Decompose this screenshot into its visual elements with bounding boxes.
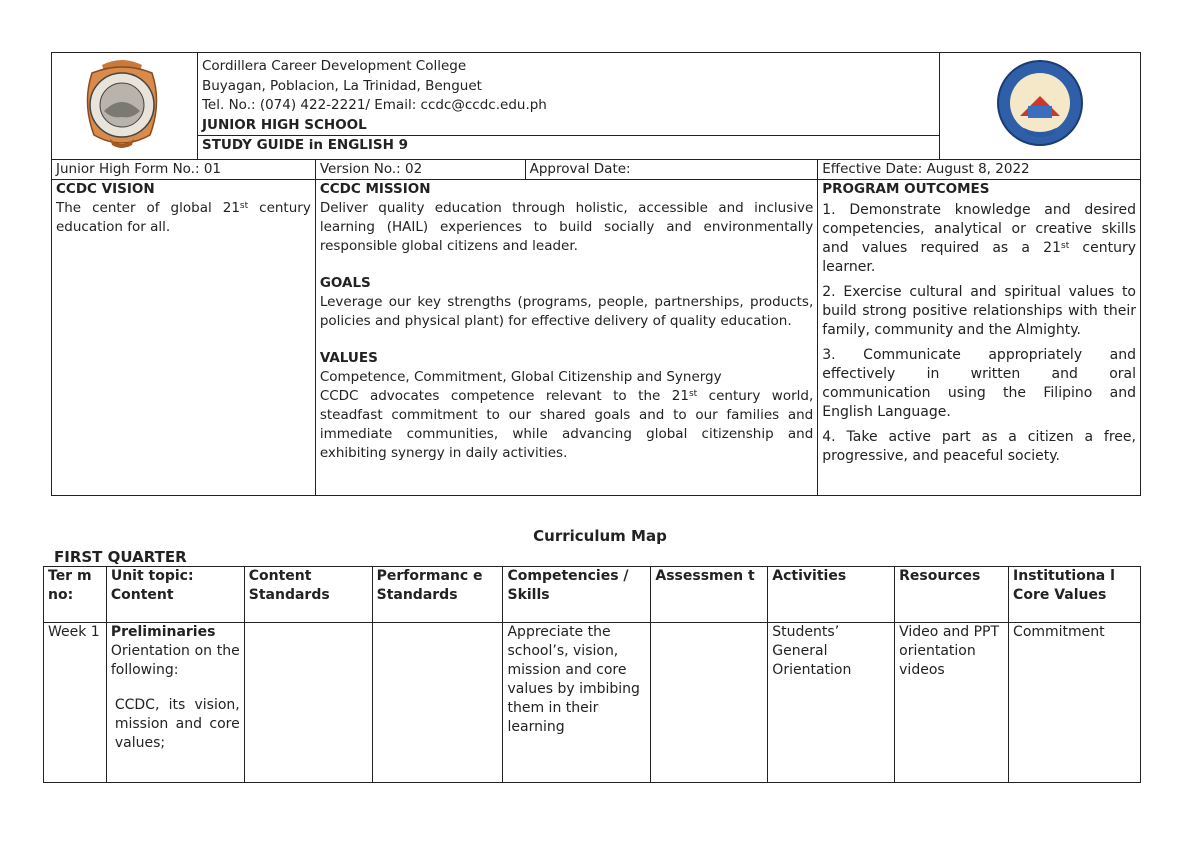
cell-competencies: Appreciate the school’s, vision, mission and core values by imbibing them in their learning: [503, 623, 651, 783]
vision-text: The center of global 21st century education for all.: [56, 200, 311, 235]
version-number: Version No.: 02: [319, 161, 423, 177]
cell-term: Week 1: [44, 623, 107, 783]
unit-line-1: Orientation on the following:: [110, 643, 240, 678]
goals-text: Leverage our key strengths (programs, people, partnerships, products, policies and physical plant) for effective delivery of quality education.: [319, 294, 814, 329]
quarter-label: FIRST QUARTER: [54, 548, 187, 566]
cell-activities: Students’ General Orientation: [768, 623, 895, 783]
form-number: Junior High Form No.: 01: [56, 161, 221, 177]
left-logo-cell: [52, 53, 198, 160]
values-heading: VALUES: [319, 350, 378, 366]
table-row: [44, 623, 1141, 783]
effective-date: Effective Date: August 8, 2022: [822, 161, 1030, 177]
col-content-standards: Content Standards: [244, 567, 372, 623]
version-no-cell: [315, 160, 525, 180]
ccdc-seal-icon: [52, 53, 192, 153]
unit-line-2: CCDC, its vision, mission and core values;: [114, 697, 240, 751]
cell-performance-standards: [372, 623, 503, 783]
college-name: Cordillera Career Development College: [201, 58, 467, 74]
curriculum-title: Curriculum Map: [533, 527, 667, 545]
header-table: [51, 52, 1141, 496]
outcome-item: 1. Demonstrate knowledge and desired competencies, analytical or creative skills and values required as a 21st century learner.: [822, 202, 1136, 275]
effective-date-cell: [818, 160, 1141, 180]
college-contact: Tel. No.: (074) 422-2221/ Email: ccdc@ccdc.edu.ph: [201, 97, 547, 113]
mission-cell: [315, 180, 817, 496]
vision-cell: [52, 180, 316, 496]
col-term: Ter m no:: [44, 567, 107, 623]
approval-date: Approval Date:: [529, 161, 631, 177]
values-text: CCDC advocates competence relevant to the 21st century world, steadfast commitment to our shared goals and to our families and immediate communities, while advancing global citizenship and exhibiting synergy in daily activities.: [319, 388, 814, 461]
outcome-item: 3. Communicate appropriately and effectively in written and oral communication using the Filipino and English Language.: [822, 347, 1136, 420]
mission-heading: CCDC MISSION: [319, 181, 431, 197]
vision-heading: CCDC VISION: [56, 181, 155, 197]
goals-heading: GOALS: [319, 275, 371, 291]
col-resources: Resources: [895, 567, 1009, 623]
teacher-education-seal-icon: [990, 58, 1090, 148]
cell-resources: Video and PPT orientation videos: [895, 623, 1009, 783]
department-title: JUNIOR HIGH SCHOOL: [198, 116, 939, 137]
right-logo-cell: [940, 53, 1141, 160]
curriculum-table: [43, 566, 1141, 783]
college-address: Buyagan, Poblacion, La Trinidad, Benguet: [201, 77, 482, 94]
outcome-item: 2. Exercise cultural and spiritual values to build strong positive relationships with their family, community and the Almighty.: [822, 284, 1136, 338]
col-core-values: Institutiona l Core Values: [1009, 567, 1141, 623]
col-competencies: Competencies / Skills: [503, 567, 651, 623]
cell-content-standards: [244, 623, 372, 783]
college-info-cell: [197, 53, 939, 160]
table-header-row: [44, 567, 1141, 623]
outcome-item: 4. Take active part as a citizen a free, progressive, and peaceful society.: [822, 429, 1136, 464]
cell-assessment: [651, 623, 768, 783]
col-activities: Activities: [768, 567, 895, 623]
cell-core-values: Commitment: [1009, 623, 1141, 783]
mission-text: Deliver quality education through holistic, accessible and inclusive learning (HAIL) experiences to build socially and environmentally responsible global citizens and leader.: [319, 200, 814, 254]
cell-unit: [106, 623, 244, 783]
col-assessment: Assessmen t: [651, 567, 768, 623]
values-line: Competence, Commitment, Global Citizenship and Synergy: [319, 369, 722, 385]
form-no-cell: [52, 160, 316, 180]
col-performance-standards: Performanc e Standards: [372, 567, 503, 623]
unit-title: Preliminaries: [110, 624, 216, 640]
outcomes-cell: [818, 180, 1141, 496]
approval-date-cell: [525, 160, 818, 180]
outcomes-heading: PROGRAM OUTCOMES: [822, 181, 990, 197]
col-unit: Unit topic: Content: [106, 567, 244, 623]
study-guide-title: STUDY GUIDE in ENGLISH 9: [201, 137, 409, 153]
